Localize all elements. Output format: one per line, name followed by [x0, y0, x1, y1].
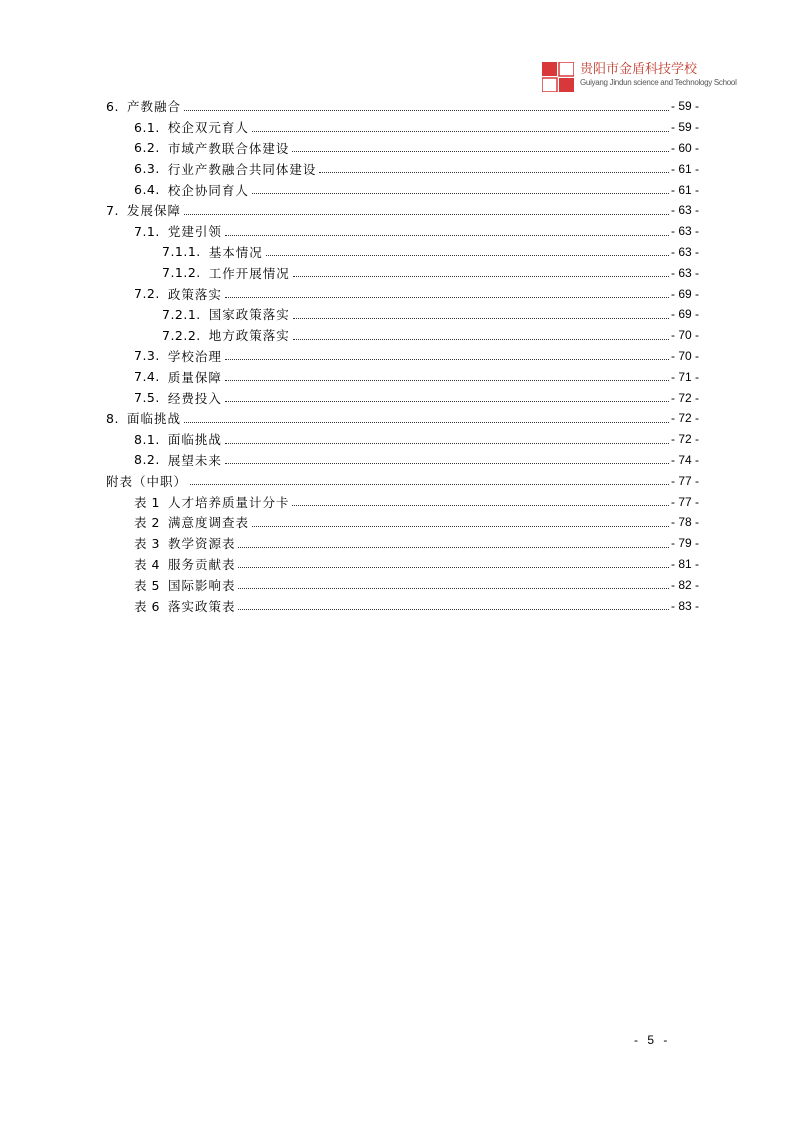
toc-entry-number: 6.1. [134, 119, 160, 135]
toc-leader-dots [252, 130, 669, 132]
toc-entry-number: 7. [106, 202, 119, 218]
toc-entry[interactable] [106, 138, 699, 159]
toc-entry-title: 面临挑战 [126, 411, 181, 427]
toc-entry-number: 表 3 [134, 536, 160, 552]
toc-entry[interactable] [106, 595, 699, 616]
toc-leader-dots [225, 442, 669, 444]
toc-entry[interactable] [106, 262, 699, 283]
toc-entry-number: 7.1.2. [162, 265, 201, 281]
toc-entry-page: - 59 - [670, 120, 699, 135]
toc-entry-number: 7.3. [134, 348, 160, 364]
toc-entry-page: - 59 - [670, 99, 699, 114]
toc-entry-title: 国家政策落实 [208, 307, 290, 323]
toc-entry-title: 党建引领 [167, 224, 222, 240]
toc-entry-page: - 61 - [670, 161, 699, 176]
toc-entry-title: 工作开展情况 [208, 265, 290, 281]
toc-entry-title: 面临挑战 [167, 432, 222, 448]
school-logo-icon [542, 62, 574, 92]
toc-leader-dots [292, 150, 669, 152]
toc-entry[interactable] [106, 470, 699, 491]
toc-entry-page: - 63 - [670, 203, 699, 218]
toc-leader-dots [225, 358, 669, 360]
toc-entry-number: 表 1 [134, 494, 160, 510]
toc-leader-dots [225, 234, 669, 236]
toc-entry-title: 市域产教联合体建设 [167, 140, 290, 156]
toc-entry-page: - 74 - [670, 452, 699, 467]
toc-entry-number: 7.2.1. [162, 306, 201, 322]
toc-leader-dots [319, 171, 669, 173]
toc-entry-number: 表 2 [134, 515, 160, 531]
toc-entry-page: - 82 - [670, 577, 699, 592]
toc-leader-dots [184, 213, 669, 215]
toc-entry-page: - 72 - [670, 411, 699, 426]
toc-entry[interactable] [106, 221, 699, 242]
toc-entry-page: - 77 - [670, 494, 699, 509]
toc-entry-number: 8. [106, 410, 119, 426]
toc-entry[interactable] [106, 491, 699, 512]
toc-entry-title: 校企双元育人 [167, 120, 249, 136]
toc-entry[interactable] [106, 450, 699, 471]
toc-entry-number: 7.2.2. [162, 327, 201, 343]
toc-entry[interactable] [106, 158, 699, 179]
toc-entry-number: 6.4. [134, 182, 160, 198]
toc-entry-title: 质量保障 [167, 369, 222, 385]
toc-entry[interactable] [106, 554, 699, 575]
toc-entry-number: 8.2. [134, 452, 160, 468]
toc-entry-number: 6.2. [134, 140, 160, 156]
toc-leader-dots [225, 400, 669, 402]
toc-entry-title: 基本情况 [208, 244, 263, 260]
toc-entry[interactable] [106, 325, 699, 346]
toc-entry-title: 经费投入 [167, 390, 222, 406]
toc-leader-dots [238, 587, 669, 589]
toc-entry-number: 7.1. [134, 223, 160, 239]
toc-entry-title: 校企协同育人 [167, 182, 249, 198]
toc-entry-title: 学校治理 [167, 348, 222, 364]
toc-entry-page: - 63 - [670, 244, 699, 259]
toc-leader-dots [190, 483, 669, 485]
toc-entry-page: - 70 - [670, 328, 699, 343]
toc-entry-page: - 60 - [670, 140, 699, 155]
toc-entry-number: 8.1. [134, 431, 160, 447]
toc-entry-page: - 63 - [670, 224, 699, 239]
toc-entry[interactable] [106, 96, 699, 117]
toc-entry[interactable] [106, 574, 699, 595]
toc-entry-title: 政策落实 [167, 286, 222, 302]
toc-leader-dots [225, 296, 669, 298]
toc-entry[interactable] [106, 304, 699, 325]
toc-entry[interactable] [106, 117, 699, 138]
toc-leader-dots [266, 254, 669, 256]
toc-entry-number: 7.4. [134, 369, 160, 385]
toc-leader-dots [252, 192, 669, 194]
toc-entry-title: 地方政策落实 [208, 328, 290, 344]
school-name-en: Guiyang Jindun science and Technology School [580, 78, 737, 87]
toc-leader-dots [225, 379, 669, 381]
toc-entry[interactable] [106, 200, 699, 221]
toc-leader-dots [238, 608, 669, 610]
toc-entry[interactable] [106, 512, 699, 533]
toc-entry-number: 6. [106, 98, 119, 114]
toc-entry[interactable] [106, 242, 699, 263]
toc-entry-number: 表 6 [134, 598, 160, 614]
toc-entry[interactable] [106, 408, 699, 429]
toc-leader-dots [292, 504, 669, 506]
toc-entry[interactable] [106, 429, 699, 450]
toc-leader-dots [184, 421, 669, 423]
toc-entry-page: - 77 - [670, 473, 699, 488]
school-name-cn: 贵阳市金盾科技学校 [580, 62, 698, 77]
toc-entry-page: - 81 - [670, 556, 699, 571]
toc-entry-number: 表 4 [134, 556, 160, 572]
toc-entry-title: 人才培养质量计分卡 [167, 494, 290, 510]
toc-leader-dots [238, 566, 669, 568]
toc-entry[interactable] [106, 387, 699, 408]
toc-leader-dots [252, 525, 669, 527]
toc-leader-dots [184, 109, 669, 111]
toc-entry-page: - 71 - [670, 369, 699, 384]
toc-leader-dots [293, 338, 669, 340]
toc-entry-title: 产教融合 [126, 99, 181, 115]
toc-entry-title: 展望未来 [167, 452, 222, 468]
toc-entry-number: 7.1.1. [162, 244, 201, 260]
toc-entry-page: - 72 - [670, 432, 699, 447]
toc-entry-page: - 72 - [670, 390, 699, 405]
toc-entry-page: - 83 - [670, 598, 699, 613]
toc-entry-number: 6.3. [134, 161, 160, 177]
toc-entry-title: 附表（中职） [106, 473, 188, 489]
toc-leader-dots [238, 546, 669, 548]
toc-entry-title: 服务贡献表 [167, 556, 236, 572]
toc-entry-title: 国际影响表 [167, 577, 236, 593]
toc-leader-dots [293, 275, 669, 277]
table-of-contents [106, 96, 699, 616]
toc-entry[interactable] [106, 533, 699, 554]
toc-entry[interactable] [106, 346, 699, 367]
toc-entry-page: - 79 - [670, 536, 699, 551]
toc-entry[interactable] [106, 283, 699, 304]
toc-leader-dots [225, 462, 669, 464]
toc-leader-dots [293, 317, 669, 319]
toc-entry-page: - 69 - [670, 307, 699, 322]
toc-entry-number: 表 5 [134, 577, 160, 593]
page-number: - 5 - [634, 1033, 671, 1047]
toc-entry-page: - 61 - [670, 182, 699, 197]
toc-entry-title: 行业产教融合共同体建设 [167, 161, 317, 177]
toc-entry-title: 满意度调查表 [167, 515, 249, 531]
school-header [542, 58, 737, 94]
toc-entry[interactable] [106, 179, 699, 200]
toc-entry-title: 发展保障 [126, 203, 181, 219]
toc-entry-number: 7.2. [134, 286, 160, 302]
toc-entry-page: - 78 - [670, 515, 699, 530]
toc-entry-title: 教学资源表 [167, 536, 236, 552]
toc-entry-page: - 69 - [670, 286, 699, 301]
toc-entry-title: 落实政策表 [167, 598, 236, 614]
toc-entry-number: 7.5. [134, 390, 160, 406]
toc-entry[interactable] [106, 366, 699, 387]
toc-entry-page: - 63 - [670, 265, 699, 280]
toc-entry-page: - 70 - [670, 348, 699, 363]
